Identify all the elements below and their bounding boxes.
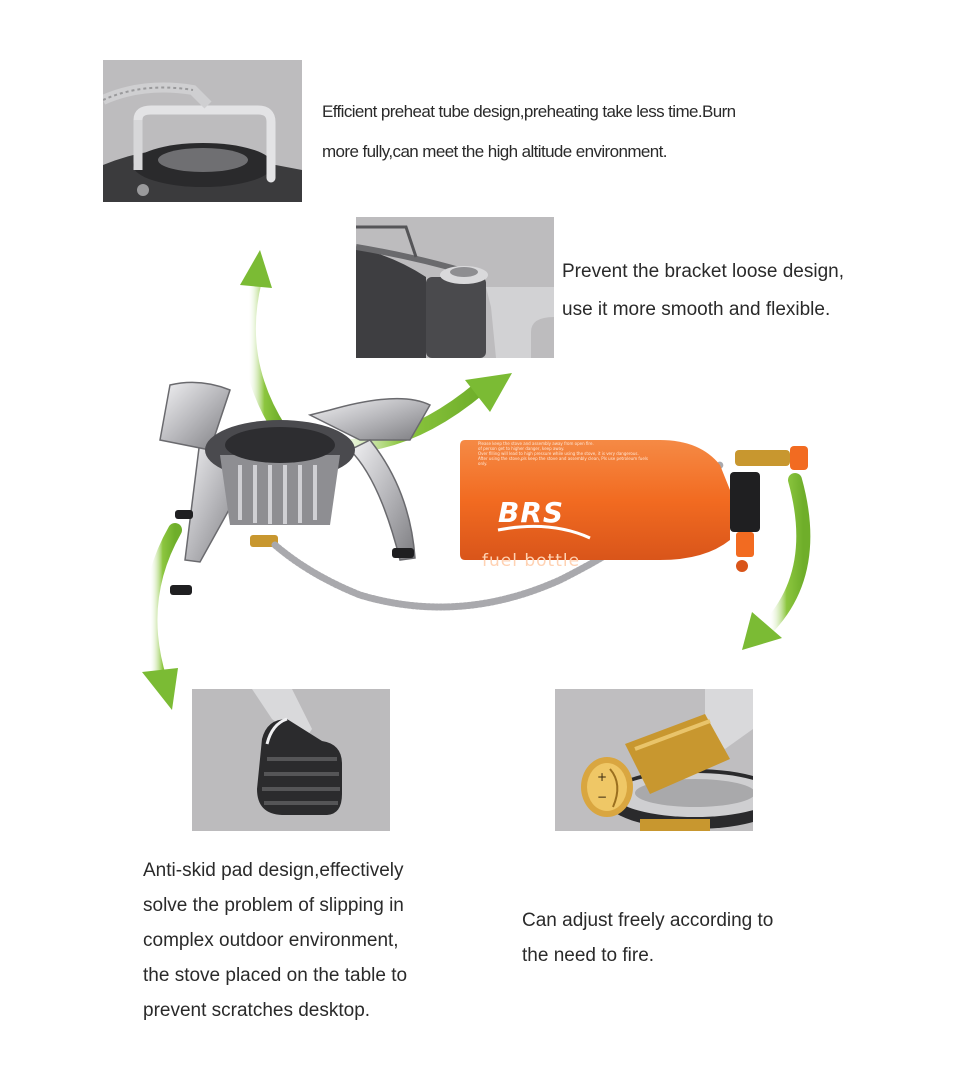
svg-text:+: + [597, 770, 608, 784]
stove-product-illustration [130, 240, 830, 720]
valve-caption-line: Can adjust freely according to [522, 910, 774, 931]
anti-skid-caption-line: prevent scratches desktop. [143, 1000, 371, 1021]
bottle-warning-line: only. [478, 461, 488, 466]
bracket-caption-line: use it more smooth and flexible. [562, 299, 831, 320]
svg-text:−: − [597, 790, 608, 804]
bottle-warning-line: After using the stove,pls keep the stove and assembly clean, Pls use petroleum fuels [478, 456, 648, 461]
bottle-warning-line: Please keep the stove and assembly away from open fire. [478, 441, 594, 446]
anti-skid-caption-line: complex outdoor environment, [143, 930, 399, 951]
preheat-tube-photo [103, 60, 302, 202]
anti-skid-caption [143, 853, 483, 1028]
bottle-brand-text: BRS [498, 496, 565, 529]
preheat-caption-line: more fully,can meet the high altitude environment. [322, 142, 667, 161]
preheat-caption-line: Efficient preheat tube design,preheating take less time.Burn [322, 102, 736, 121]
anti-skid-caption-line: the stove placed on the table to [143, 965, 408, 986]
arrow-to-pad-icon [142, 530, 178, 710]
arrow-to-preheat-icon [240, 250, 280, 430]
valve-caption [522, 903, 862, 973]
fuel-bottle-icon [460, 440, 808, 572]
preheat-caption [322, 92, 842, 172]
valve-caption-line: the need to fire. [522, 945, 655, 966]
bottle-warning-line: Over filling will lead to high pressure while using the stove, it is very dangerous. [478, 451, 639, 456]
bottle-warning-line: of person get to higher danger, keep away. [478, 446, 565, 451]
bracket-caption-line: Prevent the bracket loose design, [562, 261, 845, 282]
anti-skid-caption-line: solve the problem of slipping in [143, 895, 404, 916]
bottle-label-text: fuel bottle [482, 551, 581, 571]
anti-skid-caption-line: Anti-skid pad design,effectively [143, 860, 404, 881]
